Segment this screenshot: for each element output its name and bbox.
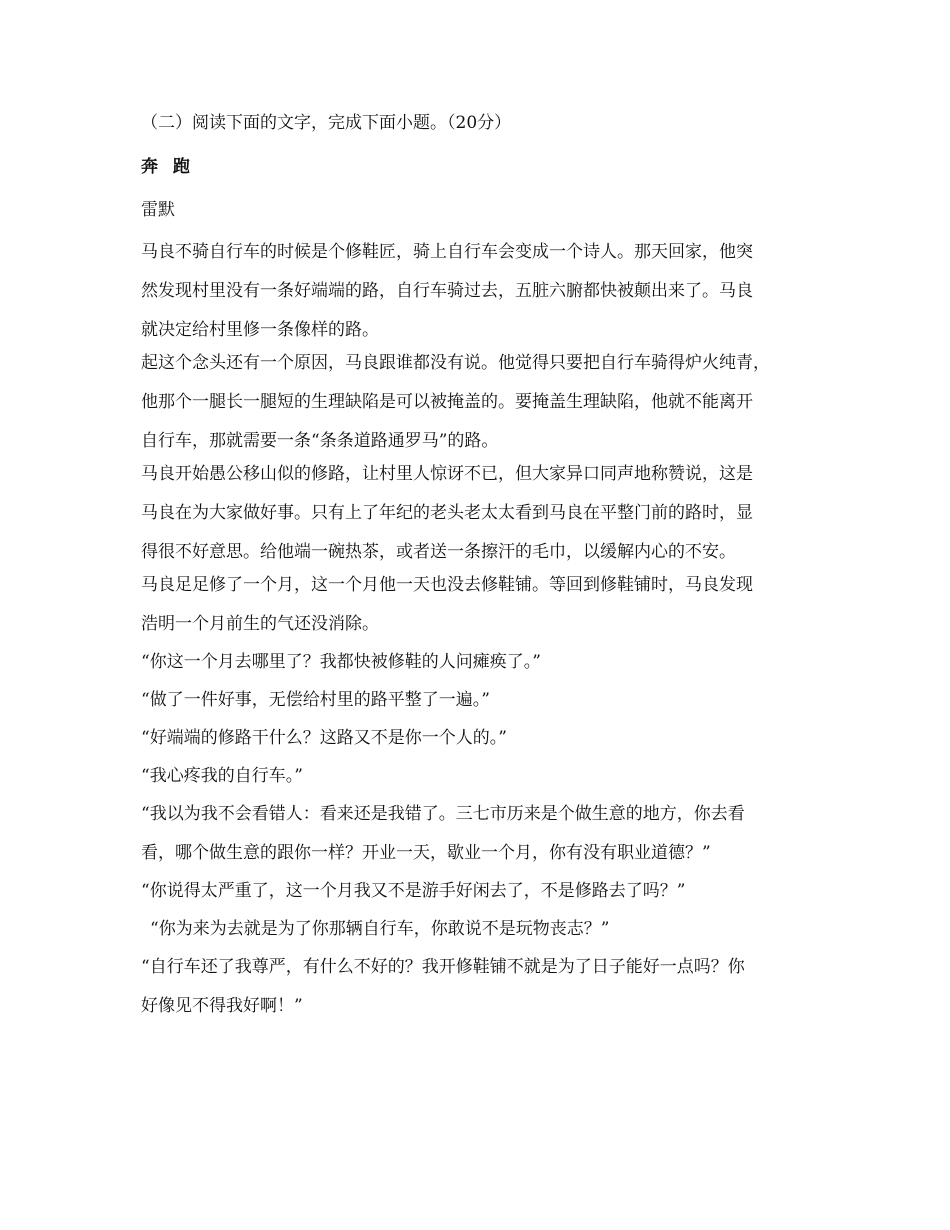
- dialogue-5-line-1: “我以为我不会看错人：看来还是我错了。三七市历来是个做生意的地方，你去看: [141, 804, 745, 824]
- paragraph-4-line-1: 马良足足修了一个月，这一个月他一天也没去修鞋铺。等回到修鞋铺时，马良发现: [141, 575, 753, 595]
- paragraph-2-line-2: 他那个一腿长一腿短的生理缺陷是可以被掩盖的。要掩盖生理缺陷，他就不能离开: [141, 392, 753, 412]
- dialogue-8-line-1: “自行车还了我尊严，有什么不好的？我开修鞋铺不就是为了日子能好一点吗？你: [141, 957, 745, 977]
- dialogue-4: “我心疼我的自行车。”: [141, 766, 303, 786]
- dialogue-2: “做了一件好事，无偿给村里的路平整了一遍。”: [141, 690, 490, 710]
- paragraph-1-line-2: 然发现村里没有一条好端端的路，自行车骑过去，五脏六腑都快被颠出来了。马良: [141, 281, 753, 301]
- dialogue-8-line-2: 好像见不得我好啊！”: [141, 996, 303, 1016]
- paragraph-3-line-3: 得很不好意思。给他端一碗热茶，或者送一条擦汗的毛巾，以缓解内心的不安。: [141, 542, 736, 562]
- dialogue-3: “好端端的修路干什么？这路又不是你一个人的。”: [141, 728, 507, 748]
- section-heading: （二）阅读下面的文字，完成下面小题。（20分）: [141, 113, 512, 133]
- paragraph-2-line-1: 起这个念头还有一个原因，马良跟谁都没有说。他觉得只要把自行车骑得炉火纯青，: [141, 353, 770, 373]
- document-page: [141, 111, 821, 1018]
- story-title: 奔 跑: [141, 157, 191, 177]
- paragraph-1-line-3: 就决定给村里修一条像样的路。: [141, 320, 379, 340]
- dialogue-5-line-2: 看，哪个做生意的跟你一样？开业一天，歇业一个月，你有没有职业道德？”: [141, 843, 711, 863]
- dialogue-6: “你说得太严重了，这一个月我又不是游手好闲去了，不是修路去了吗？”: [141, 881, 686, 901]
- paragraph-1-line-1: 马良不骑自行车的时候是个修鞋匠，骑上自行车会变成一个诗人。那天回家，他突: [141, 242, 753, 262]
- dialogue-1: “你这一个月去哪里了？我都快被修鞋的人问瘫痪了。”: [141, 652, 541, 672]
- paragraph-3-line-2: 马良在为大家做好事。只有上了年纪的老头老太太看到马良在平整门前的路时，显: [141, 503, 753, 523]
- dialogue-7: “你为来为去就是为了你那辆自行车，你敢说不是玩物丧志？”: [150, 919, 610, 939]
- paragraph-3-line-1: 马良开始愚公移山似的修路，让村里人惊讶不已，但大家异口同声地称赞说，这是: [141, 464, 753, 484]
- paragraph-2-line-3: 自行车，那就需要一条“条条道路通罗马”的路。: [141, 431, 499, 451]
- paragraph-4-line-2: 浩明一个月前生的气还没消除。: [141, 614, 379, 634]
- story-author: 雷默: [141, 200, 175, 220]
